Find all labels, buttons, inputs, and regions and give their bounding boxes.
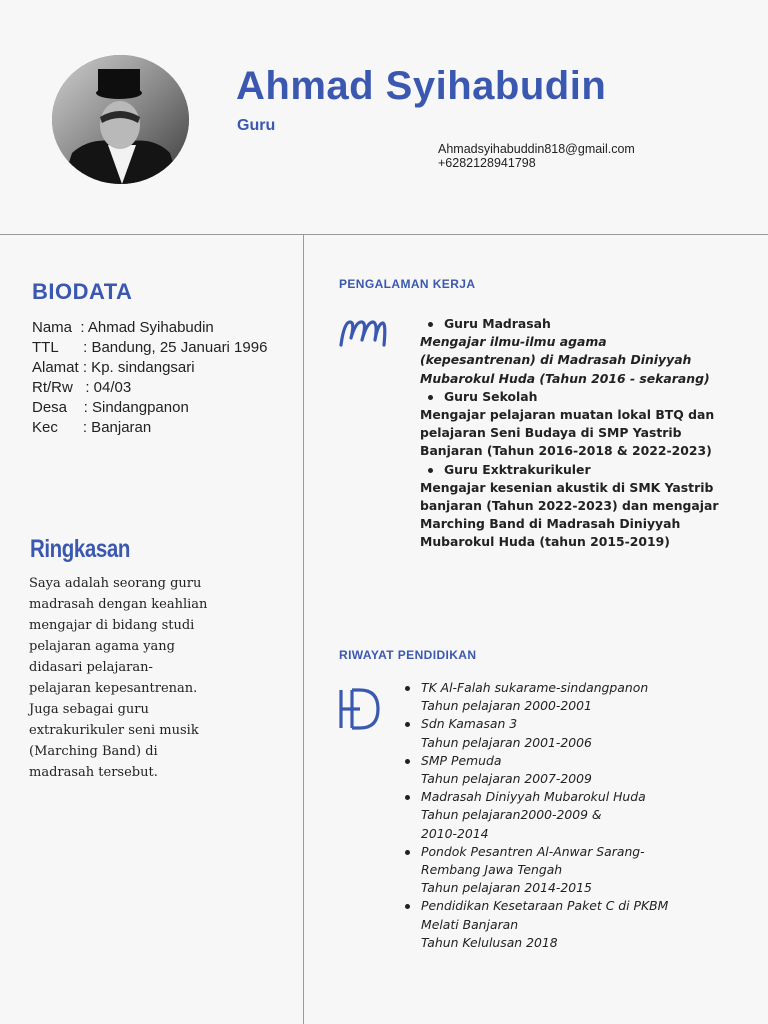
education-item: Pendidikan Kesetaraan Paket C di PKBM Melati Banjaran Tahun Kelulusan 2018 bbox=[404, 897, 704, 952]
education-item: Sdn Kamasan 3 Tahun pelajaran 2001-2006 bbox=[404, 715, 704, 751]
education-item: SMP Pemuda Tahun pelajaran 2007-2009 bbox=[404, 752, 704, 788]
experience-description: Mengajar pelajaran muatan lokal BTQ dan pelajaran Seni Budaya di SMP Yastrib Banjaran (Tahun 2016-2018 & 2022-2023) bbox=[420, 407, 715, 459]
profile-photo bbox=[52, 55, 189, 184]
biodata-title: BIODATA bbox=[32, 279, 133, 304]
experience-description: Mengajar kesenian akustik di SMK Yastrib banjaran (Tahun 2022-2023) dan mengajar Marching Band di Madrasah Diniyyah Mubarokul Huda (tahun 2015-2019) bbox=[420, 479, 719, 550]
education-item: Madrasah Diniyyah Mubarokul Huda Tahun pelajaran2000-2009 & 2010-2014 bbox=[404, 788, 704, 843]
person-name: Ahmad Syihabudin bbox=[236, 64, 607, 108]
contact-info bbox=[438, 142, 635, 170]
education-item: Pondok Pesantren Al-Anwar Sarang- Rembang Jawa Tengah Tahun pelajaran 2014-2015 bbox=[404, 843, 704, 898]
biodata-row: Kec : Banjaran bbox=[32, 419, 152, 436]
education-title: RIWAYAT PENDIDIKAN bbox=[339, 648, 477, 662]
phone[interactable]: +6282128941798 bbox=[438, 156, 536, 170]
education-list bbox=[404, 679, 704, 952]
hd-monogram-icon bbox=[338, 688, 382, 735]
experience-heading: Guru Sekolah bbox=[420, 388, 720, 406]
experience-list bbox=[420, 315, 720, 552]
email[interactable]: Ahmadsyihabuddin818@gmail.com bbox=[438, 142, 635, 156]
horizontal-divider bbox=[0, 234, 768, 235]
experience-item bbox=[420, 315, 720, 388]
summary-title: Ringkasan bbox=[30, 535, 130, 563]
education-item: TK Al-Falah sukarame-sindangpanon Tahun pelajaran 2000-2001 bbox=[404, 679, 704, 715]
biodata-row: Nama : Ahmad Syihabudin bbox=[32, 319, 214, 336]
signature-icon bbox=[338, 318, 388, 353]
job-title: Guru bbox=[237, 117, 276, 134]
summary-text: Saya adalah seorang guru madrasah dengan keahlian mengajar di bidang studi pelajaran agama yang didasari pelajaran-pelajaran kepesantrenan. Juga sebagai guru extrakurikuler seni musik (Marching Band) di madrasah tersebut. bbox=[29, 576, 208, 780]
biodata-row: TTL : Bandung, 25 Januari 1996 bbox=[32, 339, 268, 356]
experience-title: PENGALAMAN KERJA bbox=[339, 277, 476, 291]
biodata-row: Desa : Sindangpanon bbox=[32, 399, 189, 416]
experience-heading: Guru Exktrakurikuler bbox=[420, 461, 720, 479]
biodata-row: Rt/Rw : 04/03 bbox=[32, 379, 132, 396]
experience-description: Mengajar ilmu-ilmu agama (kepesantrenan) di Madrasah Diniyyah Mubarokul Huda (Tahun 2016 - sekarang) bbox=[420, 334, 710, 386]
experience-item bbox=[420, 388, 720, 461]
experience-heading: Guru Madrasah bbox=[420, 315, 720, 333]
biodata-row: Alamat : Kp. sindangsari bbox=[32, 359, 195, 376]
vertical-divider bbox=[303, 235, 304, 1024]
biodata-list bbox=[32, 318, 267, 438]
experience-item bbox=[420, 461, 720, 552]
